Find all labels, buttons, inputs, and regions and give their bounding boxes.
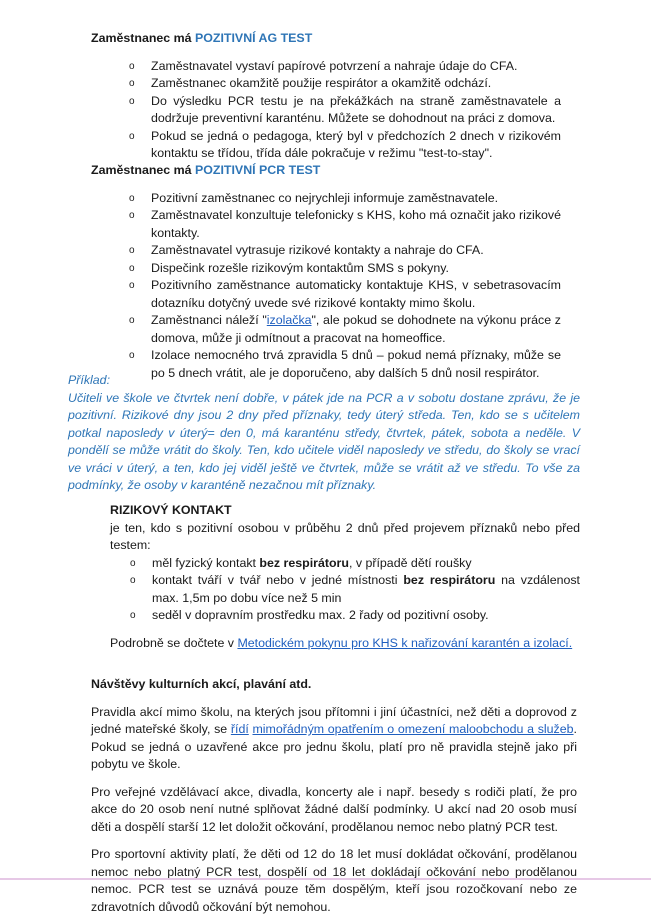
example-block (68, 372, 580, 495)
list-item: o Zaměstnanci náleží "izolačka", ale pokud se dohodnete na výkonu práce z domova, může ji odmítnout a pracovat na homeoffice. (129, 313, 561, 345)
bullet-icon: o (130, 557, 136, 569)
bullet-icon: o (130, 610, 136, 621)
bullet-icon: o (129, 95, 135, 107)
pcr-test-heading: Zaměstnanec má POZITIVNÍ PCR TEST (91, 163, 321, 177)
list-item: o Pozitivního zaměstnance automaticky kontaktuje KHS, v sebetrasovacím dotazníku dotyčný uvede své rizikové kontakty mimo školu. (129, 278, 561, 310)
risk-more-info: Podrobně se dočtete v Metodickém pokynu pro KHS k nařizování karantén a izolací. (110, 635, 573, 650)
list-item: o seděl v dopravním prostředku max. 2 řady od pozitivní osoby. (130, 607, 580, 625)
ridi-link[interactable]: řídí (230, 722, 249, 736)
culture-paragraph-3: Pro sportovní aktivity platí, že děti od 12 do 18 let musí dokládat očkování, prodělanou nemoc nebo platný PCR test, dospělí od 18 let dokládají očkování nebo prodělanou nemoc. PCR test se uznává pouze těm dospělým, kteří jsou rozočkovaní nebo ze zdravotních důvodů očkování být nemohou. (91, 847, 577, 914)
example-label: Příklad: (68, 373, 111, 387)
ag-test-highlight: POZITIVNÍ AG TEST (195, 31, 313, 45)
bullet-icon: o (129, 60, 135, 72)
pcr-test-highlight: POZITIVNÍ PCR TEST (195, 163, 321, 177)
list-item: o Pokud se jedná o pedagoga, který byl v předchozích 2 dnech v rizikovém kontaktu se třídou, třída dále pokračuje v režimu "test-to-stay". (129, 128, 561, 160)
ag-test-heading: Zaměstnanec má POZITIVNÍ AG TEST (91, 31, 313, 45)
extraordinary-measure-link[interactable]: mimořádným opatřením o omezení maloobchodu a služeb (252, 722, 574, 736)
section-ag-test (91, 30, 561, 163)
bullet-icon: o (130, 575, 136, 586)
izolacka-link[interactable]: izolačka (266, 313, 312, 327)
risk-contact-intro: je ten, kdo s pozitivní osobou v průběhu 2 dnů před projevem příznaků nebo před testem: (110, 520, 580, 552)
risk-contact-list (130, 555, 580, 625)
bullet-icon: o (129, 210, 135, 221)
risk-contact-heading: RIZIKOVÝ KONTAKT (110, 503, 232, 517)
list-item: o Do výsledku PCR testu je na překážkách na straně zaměstnavatele a dodržuje preventivní karanténu. Můžete se dohodnout na práci z domova. (129, 93, 561, 125)
bullet-icon: o (129, 315, 135, 326)
list-item: o Izolace nemocného trvá zpravidla 5 dnů – pokud nemá příznaky, může se po 5 dnech vrátit, ale je doporučeno, aby dalších 5 dnů nosil respirátor. (129, 348, 561, 380)
bullet-icon: o (129, 192, 135, 204)
bullet-icon: o (129, 245, 135, 256)
bullet-icon: o (129, 280, 135, 291)
section-culture (91, 676, 577, 916)
list-item: o Zaměstnanec okamžitě použije respirátor a okamžitě odchází. (129, 75, 561, 93)
ag-test-list (129, 58, 561, 163)
section-risk-contact (110, 502, 580, 652)
list-item: o Zaměstnavatel vytrasuje rizikové kontakty a nahraje do CFA. (129, 242, 561, 260)
section-pcr-test (91, 162, 561, 382)
list-item: o kontakt tváří v tvář nebo v jedné místnosti bez respirátoru na vzdálenost max. 1,5m po dobu více než 5 min (130, 573, 581, 605)
bullet-icon: o (129, 262, 135, 274)
list-item: o Dispečink rozešle rizikovým kontaktům SMS s pokyny. (129, 260, 561, 278)
bullet-icon: o (129, 130, 135, 142)
page-bottom-border (0, 878, 651, 880)
list-item: o měl fyzický kontakt bez respirátoru, v případě dětí roušky (130, 555, 580, 573)
culture-paragraph-2: Pro veřejné vzdělávací akce, divadla, koncerty ale i např. besedy s rodiči platí, že pro akce do 20 osob není nutné splňovat žádné další podmínky. U akcí nad 20 osob musí děti a dospělí starší 12 let doložit očkování, prodělanou nemoc nebo platný PCR test. (91, 784, 577, 834)
culture-paragraph-1: Pravidla akcí mimo školu, na kterých jsou přítomni i jiní účastníci, než děti a doprovod z jedné mateřské školy, se řídí mimořádným opatřením o omezení maloobchodu a služeb. Pokud se jedná o uzavřené akce pro jednu školu, platí pro ně pravidla stejně jako při pobytu ve škole. (91, 704, 577, 771)
pcr-test-list (129, 190, 561, 383)
list-item: o Zaměstnavatel konzultuje telefonicky s KHS, koho má označit jako rizikové kontakty. (129, 208, 561, 240)
list-item: o Pozitivní zaměstnanec co nejrychleji informuje zaměstnavatele. (129, 190, 561, 208)
bullet-icon: o (129, 78, 135, 89)
culture-heading: Návštěvy kulturních akcí, plavání atd. (91, 677, 312, 691)
bullet-icon: o (129, 350, 135, 361)
methodical-guideline-link[interactable]: Metodickém pokynu pro KHS k nařizování karantén a izolací. (237, 635, 573, 650)
example-text: Učiteli ve škole ve čtvrtek není dobře, v pátek jde na PCR a v sobotu dostane zprávu, že je pozitivní. Rizikové dny jsou 2 dny před příznaky, tedy úterý středa. Ten, kdo se s učitelem potkal naposledy v úterý= den 0, má karanténu středy, čtvrtek, pátek, sobota a neděle. V pondělí se může vrátit do školy. Ten, kdo učitele viděl naposledy ve středu, do školy se vrací ve vráci v úterý, a ten, kdo jej viděl ještě ve čtvrtek, může se vrátit až ve středu. To vše za podmínky, že osoby v karanténě nezačnou mít příznaky. (68, 390, 580, 492)
list-item: o Zaměstnavatel vystaví papírové potvrzení a nahraje údaje do CFA. (129, 58, 561, 76)
